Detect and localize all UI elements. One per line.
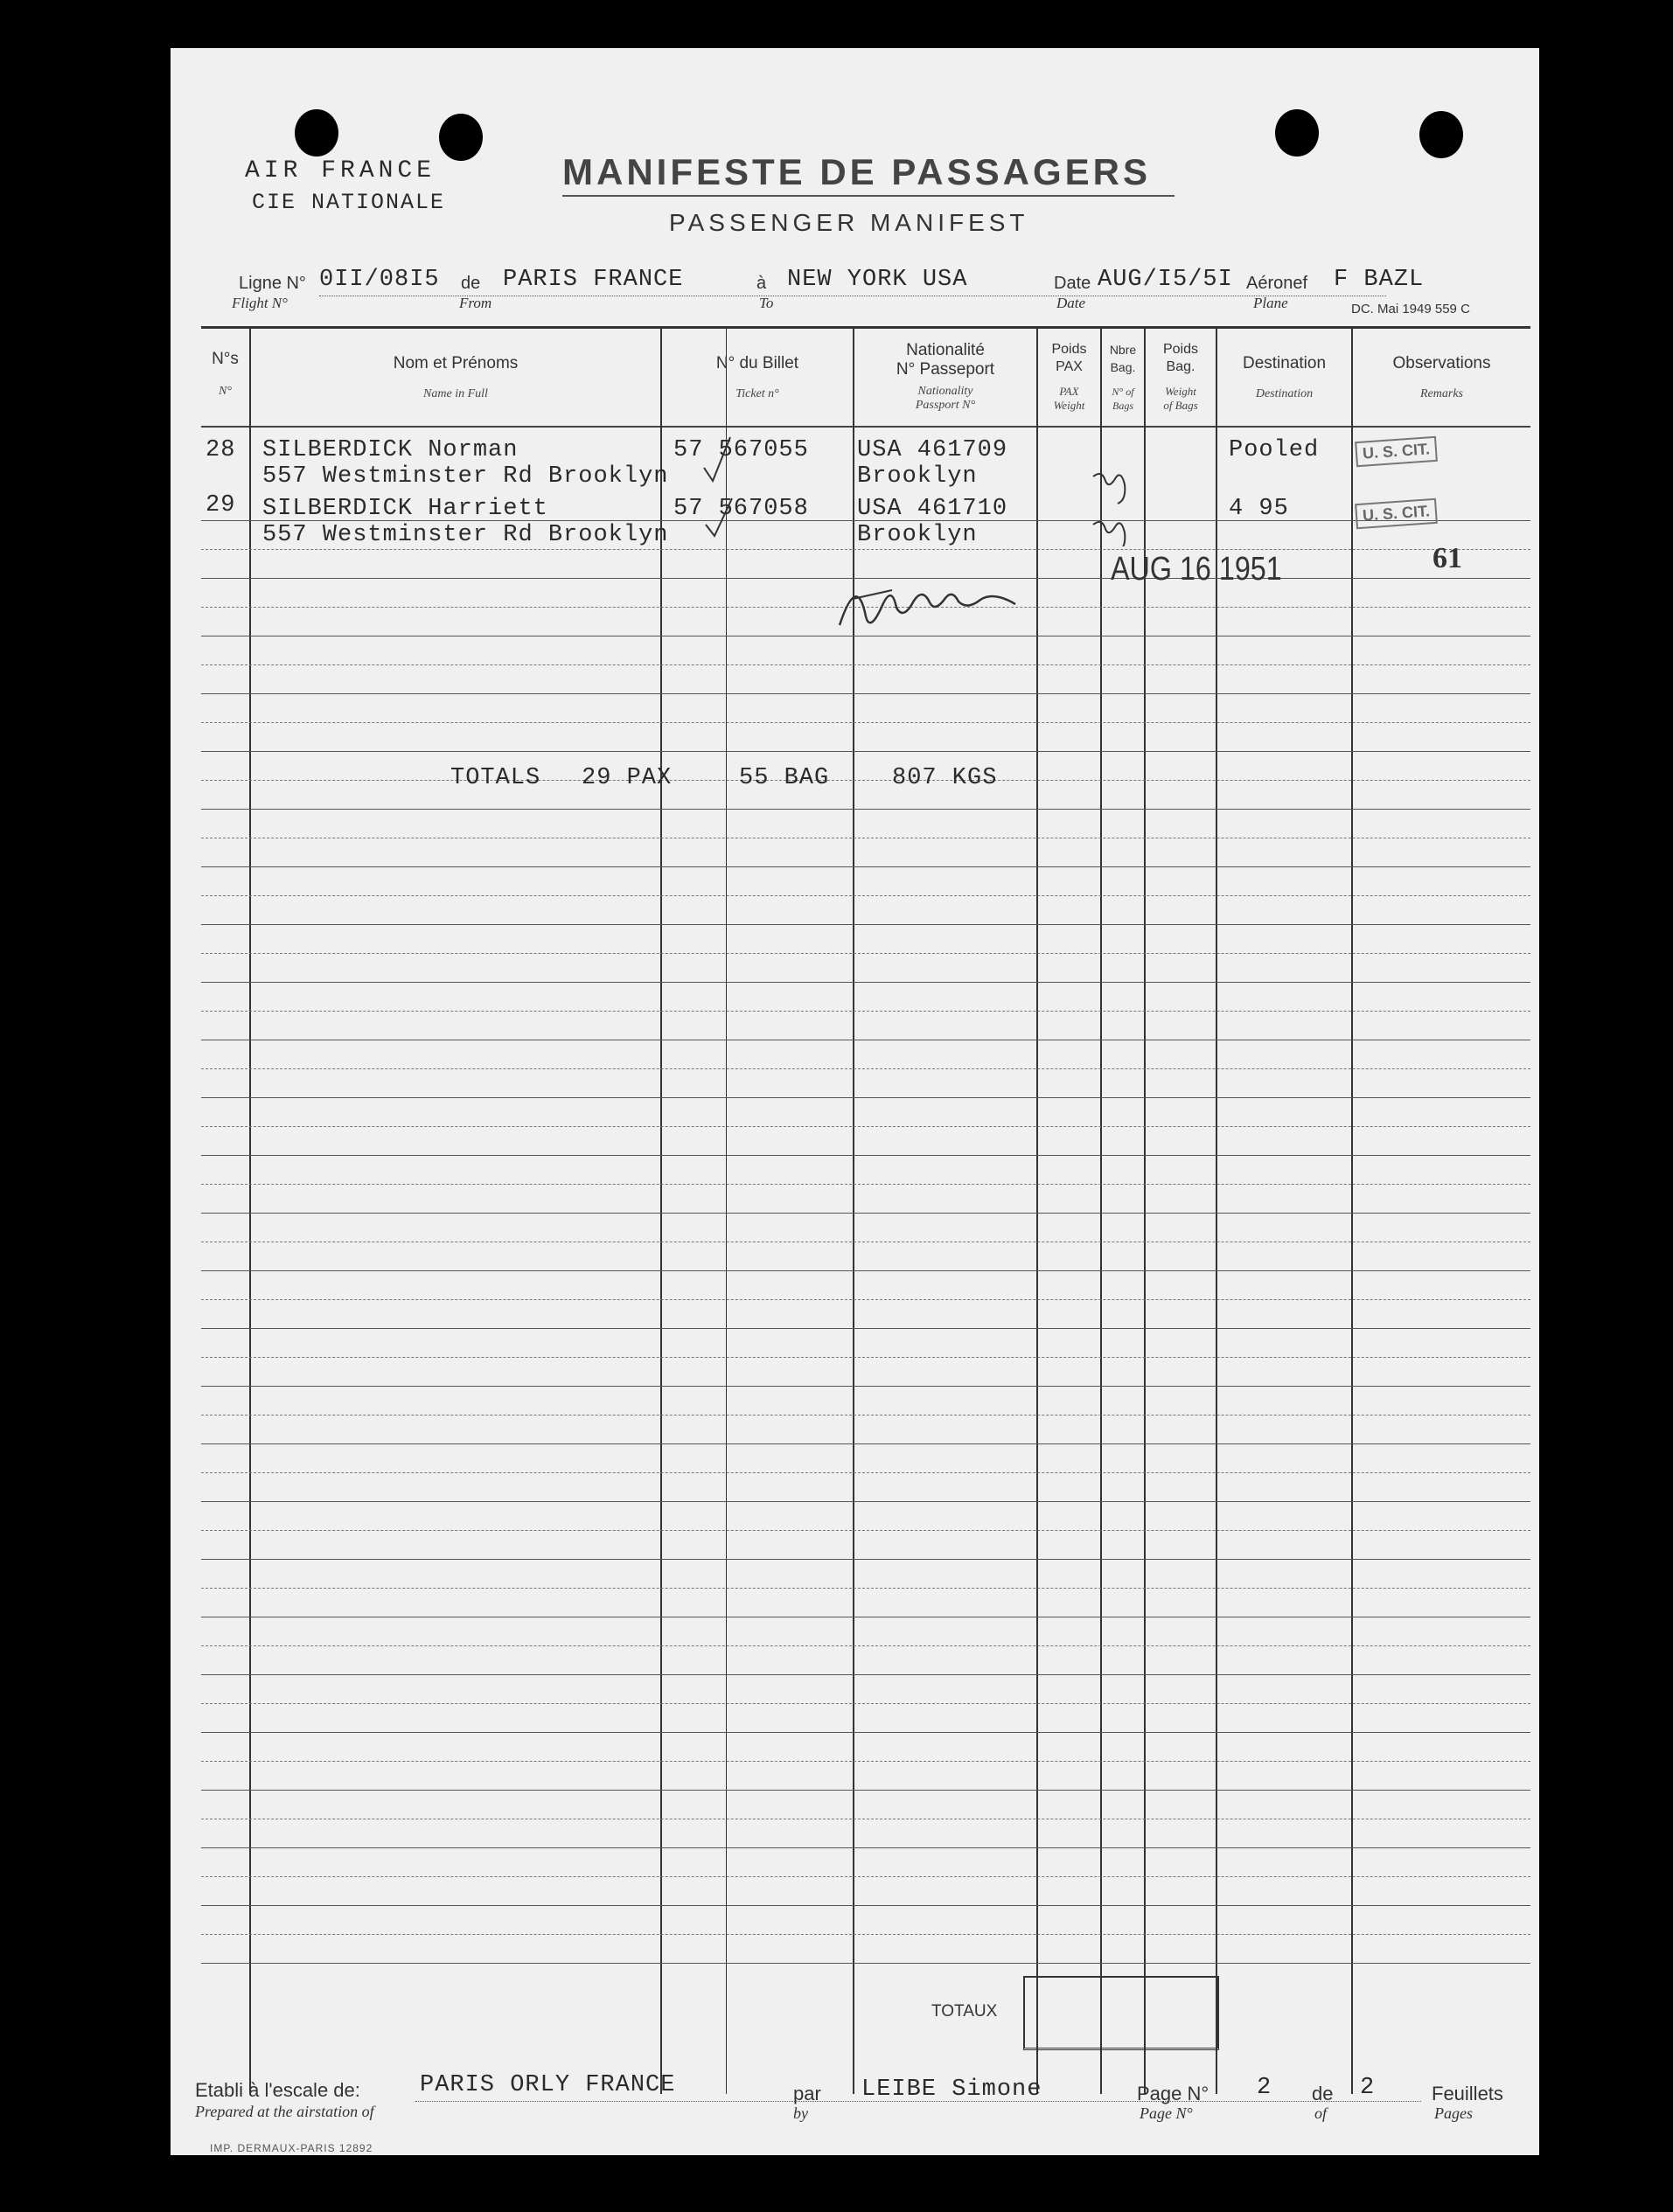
column-divider: [1351, 328, 1353, 2094]
col-subheader-nationality: Nationality Passport N°: [915, 385, 976, 412]
column-divider: [660, 328, 662, 2094]
ticket-number: 57 567058: [673, 496, 809, 522]
column-divider: [249, 328, 251, 2094]
row-rule: [201, 722, 1530, 723]
of-sublabel: of: [1314, 2104, 1328, 2122]
to-value: NEW YORK USA: [787, 267, 968, 293]
col-subheader-bag-weight: Weight of Bags: [1163, 385, 1198, 412]
ticket-number: 57 567055: [673, 437, 809, 463]
date-received-stamp: AUG 16 1951: [1111, 551, 1282, 588]
station-value: PARIS ORLY FRANCE: [420, 2072, 676, 2098]
row-rule: [201, 1184, 1530, 1185]
row-rule: [201, 1213, 1530, 1214]
row-rule: [201, 1357, 1530, 1358]
page-number: 2: [1257, 2075, 1272, 2101]
date-label: Date: [1054, 274, 1091, 293]
row-rule: [201, 1645, 1530, 1646]
of-label: de: [1312, 2083, 1334, 2104]
col-subheader-bags: N° of Bags: [1112, 386, 1134, 412]
by-label: par: [793, 2083, 821, 2104]
row-rule: [201, 549, 1530, 550]
citizenship-stamp: U. S. CIT.: [1355, 498, 1438, 529]
airline-subtitle: CIE NATIONALE: [252, 190, 446, 215]
col-header-bags: Nbre Bag.: [1109, 343, 1137, 374]
handwritten-signature: [831, 564, 1041, 643]
flight-number: 0II/08I5: [319, 267, 440, 293]
row-rule: [201, 1155, 1530, 1156]
row-rule: [201, 1934, 1530, 1935]
row-rule: [201, 1761, 1530, 1762]
citizenship-stamp: U. S. CIT.: [1355, 436, 1438, 467]
station-label: Etabli à l'escale de:: [195, 2079, 360, 2101]
pages-label: Feuillets: [1432, 2083, 1503, 2104]
ligne-sublabel: Flight N°: [232, 295, 288, 311]
page-label: Page N°: [1137, 2083, 1209, 2104]
col-subheader-ticket: Ticket n°: [735, 387, 779, 400]
row-rule: [201, 1415, 1530, 1416]
col-subheader-destination: Destination: [1255, 387, 1314, 400]
row-rule: [201, 1703, 1530, 1704]
destination-value: 4 95: [1229, 496, 1289, 522]
row-rule: [201, 1328, 1530, 1329]
row-rule: [201, 693, 1530, 694]
row-rule: [201, 1530, 1530, 1531]
col-header-nationality: Nationalité N° Passeport: [896, 341, 995, 379]
row-rule: [201, 1501, 1530, 1502]
col-header-destination: Destination: [1242, 354, 1327, 372]
row-rule: [201, 1299, 1530, 1300]
row-rule: [201, 780, 1530, 781]
from-label: de: [461, 274, 481, 293]
date-value: AUG/I5/5I: [1098, 267, 1233, 293]
passport-number: USA 461709: [857, 437, 1008, 463]
totals-bags: 55 BAG: [739, 765, 830, 791]
row-rule: [201, 1847, 1530, 1848]
col-header-ticket: N° du Billet: [715, 354, 799, 372]
column-divider: [1100, 328, 1102, 2094]
passenger-number: 28: [206, 437, 236, 463]
col-header-remarks: Observations: [1392, 354, 1491, 372]
page-sublabel: Page N°: [1140, 2104, 1193, 2122]
row-rule: [201, 664, 1530, 665]
col-header-pax-weight: Poids PAX: [1051, 342, 1087, 374]
col-subheader-pax-weight: PAX Weight: [1053, 385, 1085, 412]
passenger-address: 557 Westminster Rd Brooklyn: [262, 463, 669, 490]
plane-label: Aéronef: [1246, 274, 1308, 293]
totals-pax: 29 PAX: [582, 765, 673, 791]
row-rule: [201, 1559, 1530, 1560]
totals-label: TOTALS: [450, 765, 541, 791]
table-top-border: [201, 326, 1530, 329]
row-rule: [201, 1472, 1530, 1473]
passenger-address: 557 Westminster Rd Brooklyn: [262, 522, 669, 548]
column-divider: [726, 328, 727, 2094]
totaux-label: TOTAUX: [931, 2002, 998, 2021]
page-total: 2: [1360, 2075, 1376, 2101]
row-rule: [201, 1011, 1530, 1012]
col-header-no: N°s: [212, 350, 239, 368]
to-label: à: [756, 274, 767, 293]
from-sublabel: From: [459, 295, 492, 311]
col-header-name: Nom et Prénoms: [393, 354, 519, 372]
table-header-bottom: [201, 426, 1530, 428]
printer-mark: IMP. DERMAUX-PARIS 12892: [210, 2142, 373, 2154]
station-sublabel: Prepared at the airstation of: [195, 2103, 374, 2120]
plane-sublabel: Plane: [1253, 295, 1288, 311]
passport-number: USA 461710: [857, 496, 1008, 522]
plane-value: F BAZL: [1334, 267, 1425, 293]
totals-weight: 807 KGS: [892, 765, 998, 791]
col-subheader-remarks: Remarks: [1420, 387, 1463, 400]
row-rule: [201, 1443, 1530, 1444]
row-rule: [201, 1386, 1530, 1387]
passenger-name: SILBERDICK Norman: [262, 437, 519, 463]
row-rule: [201, 982, 1530, 983]
row-rule: [201, 1905, 1530, 1906]
punch-hole: [1275, 109, 1319, 157]
form-reference: DC. Mai 1949 559 C: [1351, 302, 1470, 316]
punch-hole: [1419, 111, 1463, 158]
footer-underline: [415, 2101, 1421, 2102]
row-rule: [201, 1876, 1530, 1877]
date-sublabel: Date: [1056, 295, 1086, 311]
ligne-label: Ligne N°: [239, 274, 306, 293]
by-value: LEIBE Simone: [861, 2076, 1042, 2103]
row-rule: [201, 924, 1530, 925]
airline-name: AIR FRANCE: [245, 157, 436, 184]
punch-hole: [439, 114, 483, 161]
passport-city: Brooklyn: [857, 463, 978, 490]
passenger-name: SILBERDICK Harriett: [262, 496, 548, 522]
passenger-number: 29: [206, 492, 236, 518]
column-divider: [1216, 328, 1217, 2094]
row-rule: [201, 1963, 1530, 1964]
from-value: PARIS FRANCE: [503, 267, 684, 293]
handwritten-initials: [1089, 459, 1159, 546]
pages-sublabel: Pages: [1434, 2104, 1473, 2122]
title-underline: [562, 195, 1175, 197]
row-rule: [201, 1097, 1530, 1098]
col-subheader-name: Name in Full: [423, 387, 488, 400]
column-divider: [1144, 328, 1146, 2094]
row-rule: [201, 1068, 1530, 1069]
row-rule: [201, 953, 1530, 954]
row-rule: [201, 1732, 1530, 1733]
to-sublabel: To: [759, 295, 774, 311]
row-rule: [201, 1790, 1530, 1791]
passport-city: Brooklyn: [857, 522, 978, 548]
totaux-box: [1023, 1976, 1219, 2050]
row-rule: [201, 1674, 1530, 1675]
row-rule: [201, 895, 1530, 896]
row-rule: [201, 866, 1530, 867]
destination-value: Pooled: [1229, 437, 1320, 463]
page-title: MANIFESTE DE PASSAGERS: [562, 151, 1151, 192]
row-rule: [201, 1126, 1530, 1127]
totaux-divider: [1100, 1976, 1102, 2046]
row-rule: [201, 751, 1530, 752]
page-subtitle: PASSENGER MANIFEST: [669, 209, 1029, 236]
remark-number: 61: [1433, 542, 1462, 574]
by-sublabel: by: [793, 2104, 808, 2122]
col-subheader-no: N°: [219, 385, 232, 398]
punch-hole: [295, 109, 338, 157]
totaux-divider: [1144, 1976, 1146, 2046]
manifest-sheet: [171, 48, 1539, 2155]
handwritten-check-marks: [695, 433, 748, 538]
row-rule: [201, 1588, 1530, 1589]
row-rule: [201, 809, 1530, 810]
row-rule: [201, 1270, 1530, 1271]
col-header-bag-weight: Poids Bag.: [1162, 342, 1199, 374]
